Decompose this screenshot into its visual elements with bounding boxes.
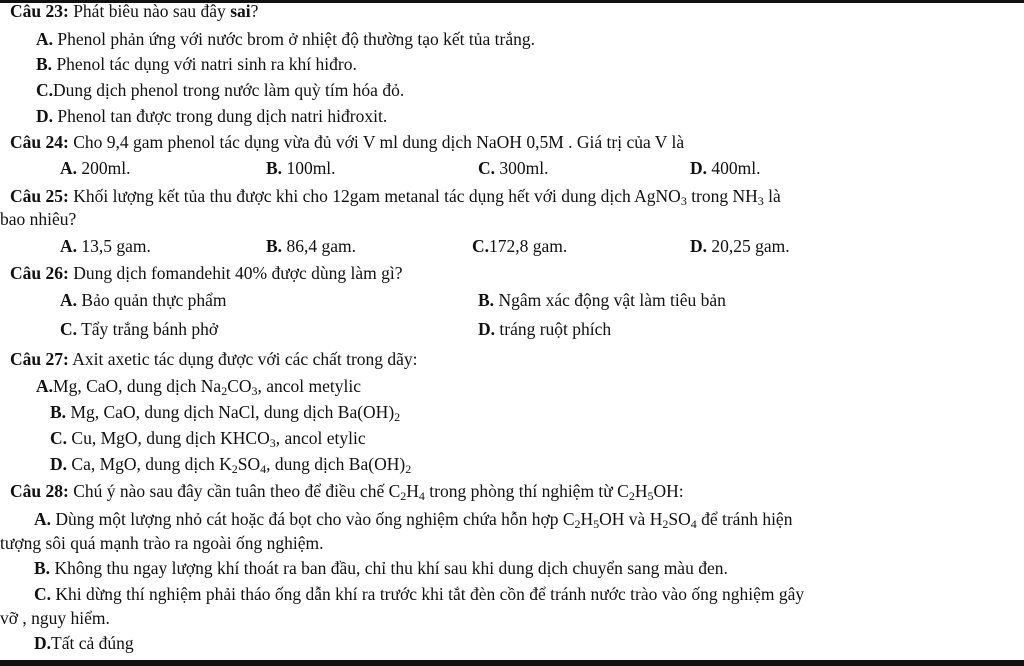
question-28-option-c: C. Khi dừng thí nghiệm phải tháo ống dẫn khí ra trước khi tắt đèn cồn để tránh nước trào vào ống nghiệm gây [34, 584, 805, 604]
question-25-label: Câu 25: [10, 186, 69, 206]
question-23-option-a: A. Phenol phản ứng với nước brom ở nhiệt độ thường tạo kết tủa trắng. [36, 29, 536, 49]
question-25-stem-continued: bao nhiêu? [0, 209, 77, 229]
question-27-option-d: D. Ca, MgO, dung dịch $K_2SO_4$, dung dịch $Ba(OH)_2$ [50, 454, 412, 476]
question-24-option-b: B. 100ml. [266, 158, 336, 178]
question-28-option-b: B. Không thu ngay lượng khí thoát ra ban đầu, chỉ thu khí sau khi dung dịch chuyển sang màu đen. [34, 558, 728, 578]
question-27-option-c: C. Cu, MgO, dung dịch $KHCO_3$, ancol etylic [50, 428, 366, 450]
question-24-label: Câu 24: [10, 132, 69, 152]
question-28-option-a-continued: tượng sôi quá mạnh trào ra ngoài ống nghiệm. [0, 533, 324, 553]
question-27-option-b: B. Mg, CaO, dung dịch NaCl, dung dịch $Ba(OH)_2$ [50, 402, 401, 424]
question-24-option-a: A. 200ml. [60, 158, 131, 178]
question-27-label: Câu 27: [10, 349, 69, 369]
question-26-stem: Câu 26: Dung dịch fomandehit 40% được dùng làm gì? [10, 263, 403, 283]
question-24-option-c: C. 300ml. [478, 158, 549, 178]
question-23-option-b: B. Phenol tác dụng với natri sinh ra khí hiđro. [36, 54, 357, 74]
question-26-label: Câu 26: [10, 263, 69, 283]
question-28-label: Câu 28: [10, 481, 69, 501]
question-26-option-b: B. Ngâm xác động vật làm tiêu bản [478, 290, 726, 310]
question-28-stem: Câu 28: Chú ý nào sau đây cần tuân theo để điều chế $C_2H_4$ trong phòng thí nghiệm từ $C_2H_5OH$: [10, 481, 684, 503]
question-23-option-d: D. Phenol tan được trong dung dịch natri hiđroxit. [36, 106, 388, 126]
question-24-option-d: D. 400ml. [690, 158, 761, 178]
question-25-option-a: A. 13,5 gam. [60, 236, 151, 256]
question-25-option-d: D. 20,25 gam. [690, 236, 790, 256]
bottom-edge-bar [0, 660, 1024, 666]
question-26-option-c: C. Tẩy trắng bánh phở [60, 319, 219, 339]
question-26-option-d: D. tráng ruột phích [478, 319, 612, 339]
question-26-option-a: A. Bảo quản thực phẩm [60, 290, 227, 310]
question-28-option-a: A. Dùng một lượng nhỏ cát hoặc đá bọt cho vào ống nghiệm chứa hỗn hợp $C_2H_5OH$ và $H_2SO_4$ để tránh hiện [34, 509, 793, 531]
question-23-option-c: C.Dung dịch phenol trong nước làm quỳ tím hóa đỏ. [36, 80, 405, 100]
question-24-stem: Câu 24: Cho 9,4 gam phenol tác dụng vừa đủ với V ml dung dịch NaOH 0,5M . Giá trị của V là [10, 132, 685, 152]
question-25-stem: Câu 25: Khối lượng kết tủa thu được khi cho 12gam metanal tác dụng hết với dung dịch AgNO$_3$ trong $NH_3$ là [10, 186, 781, 208]
question-28-option-d: D.Tất cả đúng [34, 633, 134, 653]
question-23-stem: Câu 23: Phát biêu nào sau đây sai? [10, 1, 259, 21]
question-27-stem: Câu 27: Axit axetic tác dụng được với các chất trong dãy: [10, 349, 418, 369]
question-28-option-c-continued: vỡ , nguy hiểm. [0, 608, 110, 628]
question-25-option-c: C.172,8 gam. [472, 236, 568, 256]
question-23-label: Câu 23: [10, 1, 69, 21]
question-27-option-a: A.Mg, CaO, dung dịch $Na_2CO_3$, ancol metylic [36, 376, 362, 398]
question-25-option-b: B. 86,4 gam. [266, 236, 356, 256]
